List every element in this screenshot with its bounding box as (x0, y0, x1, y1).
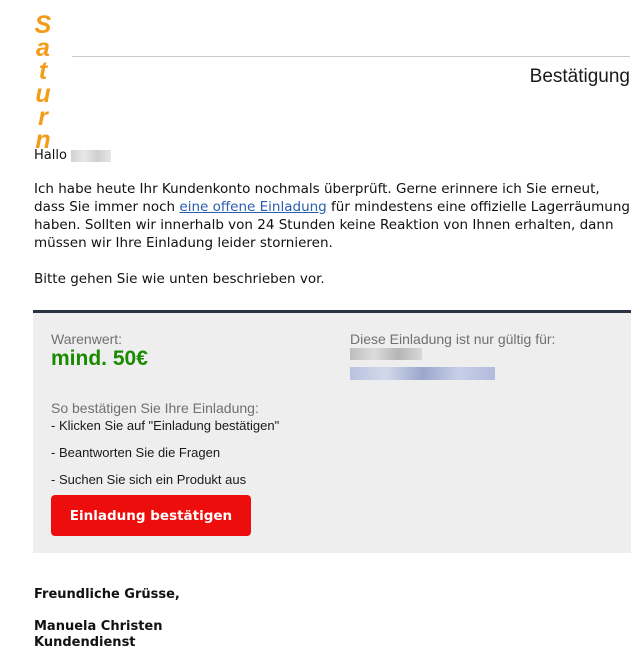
greeting-text: Hallo (34, 148, 67, 163)
logo-letter: S (34, 11, 52, 39)
invitation-panel (33, 310, 631, 553)
logo-letter: n (35, 126, 51, 154)
valid-for-label: Diese Einladung ist nur gültig für: (350, 331, 556, 347)
logo-letter: u (35, 80, 51, 108)
redacted-recipient-name (350, 348, 422, 360)
saturn-logo (32, 11, 54, 154)
closing-line: Freundliche Grüsse, (34, 587, 180, 602)
sender-name: Manuela Christen (34, 619, 163, 634)
redacted-recipient-name (71, 150, 111, 162)
step-item: - Suchen Sie sich ein Produkt aus (51, 472, 247, 487)
value-label: Warenwert: (51, 331, 123, 347)
paragraph-text: für mindestens eine offizielle Lagerräumung haben. Sollten wir innerhalb von 24 Stunden keine Reaktion von Ihnen erhalten, dann müssen wir Ihre Einladung leider stornieren. (34, 199, 630, 251)
sender-department: Kundendienst (34, 635, 136, 650)
header-divider (72, 56, 630, 57)
logo-letter: a (36, 34, 50, 62)
logo-letter: r (38, 103, 48, 131)
instruction-text: Bitte gehen Sie wie unten beschrieben vor. (34, 271, 325, 287)
step-item: - Beantworten Sie die Fragen (51, 445, 221, 460)
confirm-invitation-button[interactable]: Einladung bestätigen (51, 495, 251, 536)
value-amount: mind. 50€ (51, 347, 148, 370)
logo-letter: t (38, 57, 48, 85)
open-invitation-link[interactable]: eine offene Einladung (179, 199, 327, 215)
greeting (34, 148, 111, 163)
paragraph-text: Ich habe heute Ihr Kundenkonto nochmals überprüft. Gerne erinnere ich Sie erneut, dass Sie immer noch (34, 181, 600, 215)
body-paragraph (34, 180, 634, 252)
page-title: Bestätigung (529, 66, 630, 87)
steps-label: So bestätigen Sie Ihre Einladung: (51, 400, 259, 416)
redacted-recipient-email (350, 367, 495, 380)
step-item: - Klicken Sie auf "Einladung bestätigen" (51, 418, 280, 433)
